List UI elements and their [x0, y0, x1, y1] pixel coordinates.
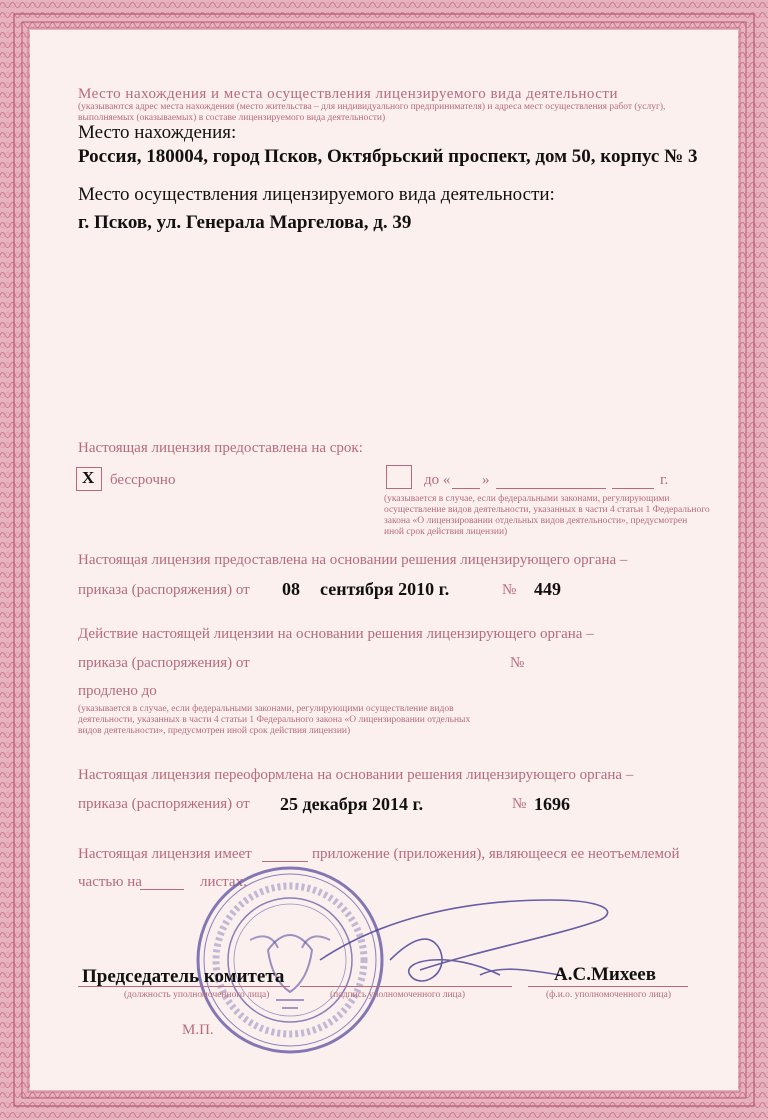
indefinite-label: бессрочно — [110, 472, 176, 488]
reissue-num-sign: № — [512, 796, 527, 812]
seal-label: М.П. — [182, 1022, 214, 1038]
header-note-1: (указываются адрес места нахождения (место жительства – для индивидуального предпринимателя) и адреса мест осуществления работ (услуг), — [78, 102, 666, 112]
until-label: до « — [424, 472, 451, 488]
extension-order-label: приказа (распоряжения) от — [78, 655, 250, 671]
checked-mark: X — [82, 468, 95, 487]
grant-line: Настоящая лицензия предоставлена на основании решения лицензирующего органа – — [78, 552, 628, 568]
term-label: Настоящая лицензия предоставлена на срок: — [78, 440, 363, 456]
appendix-line-2a: частью на — [78, 874, 142, 890]
activity-place-label: Место осуществления лицензируемого вида деятельности: — [78, 184, 555, 205]
signer-name: А.С.Михеев — [554, 964, 656, 985]
name-line — [528, 986, 688, 987]
signature-note: (подпись уполномоченного лица) — [330, 990, 466, 1000]
grant-number: 449 — [534, 579, 561, 599]
appendix-line-2b: листах. — [200, 874, 247, 890]
reissue-number: 1696 — [534, 794, 570, 814]
grant-order-label: приказа (распоряжения) от — [78, 582, 250, 598]
appendix-line-1b: приложение (приложения), являющееся ее неотъемлемой — [312, 846, 680, 862]
appendix-line-1a: Настоящая лицензия имеет — [78, 846, 252, 862]
activity-place-value: г. Псков, ул. Генерала Маргелова, д. 39 — [78, 212, 412, 233]
reissue-line: Настоящая лицензия переоформлена на основании решения лицензирующего органа – — [78, 767, 634, 783]
position-line — [78, 986, 290, 987]
extension-note-1: (указывается в случае, если федеральными законами, регулирующими осуществление видов — [78, 704, 454, 714]
extension-note-3: видов деятельности», предусмотрен иной срок действия лицензии) — [78, 726, 351, 736]
reissue-date: 25 декабря 2014 г. — [280, 794, 424, 814]
position-note: (должность уполномоченного лица) — [124, 990, 270, 1000]
until-year-suffix: г. — [660, 472, 669, 488]
header-note-2: выполняемых (оказываемых) в составе лицензируемого вида деятельности) — [78, 113, 386, 123]
term-note-2: осуществление видов деятельности, указанных в части 4 статьи 1 Федерального — [384, 505, 710, 515]
position-title: Председатель комитета — [82, 966, 285, 987]
appendix-sheets-line — [140, 889, 184, 890]
extension-num-sign: № — [510, 655, 525, 671]
extension-line: Действие настоящей лицензии на основании решения лицензирующего органа – — [78, 626, 594, 642]
term-note-1: (указывается в случае, если федеральными законами, регулирующими — [384, 494, 670, 504]
extended-label: продлено до — [78, 683, 157, 699]
term-note-3: закона «О лицензировании отдельных видов деятельности», предусмотрен — [384, 516, 688, 526]
grant-day: 08 — [282, 579, 300, 599]
signature-line — [300, 986, 512, 987]
location-label: Место нахождения: — [78, 122, 237, 143]
until-day-line — [452, 488, 480, 489]
grant-month-year: сентября 2010 г. — [320, 579, 450, 599]
location-value: Россия, 180004, город Псков, Октябрьский проспект, дом 50, корпус № 3 — [78, 146, 698, 167]
until-year-line — [612, 488, 654, 489]
until-month-line — [496, 488, 606, 489]
until-checkbox — [386, 465, 412, 489]
extension-note-2: деятельности, указанных в части 4 статьи 1 Федерального закона «О лицензировании отдельных — [78, 715, 471, 725]
reissue-order-label: приказа (распоряжения) от — [78, 796, 250, 812]
header-title: Место нахождения и места осуществления лицензируемого вида деятельности — [78, 86, 618, 102]
until-quote: » — [482, 472, 490, 488]
grant-num-sign: № — [502, 582, 517, 598]
term-note-4: иной срок действия лицензии) — [384, 527, 508, 537]
name-note: (ф.и.о. уполномоченного лица) — [546, 990, 672, 1000]
